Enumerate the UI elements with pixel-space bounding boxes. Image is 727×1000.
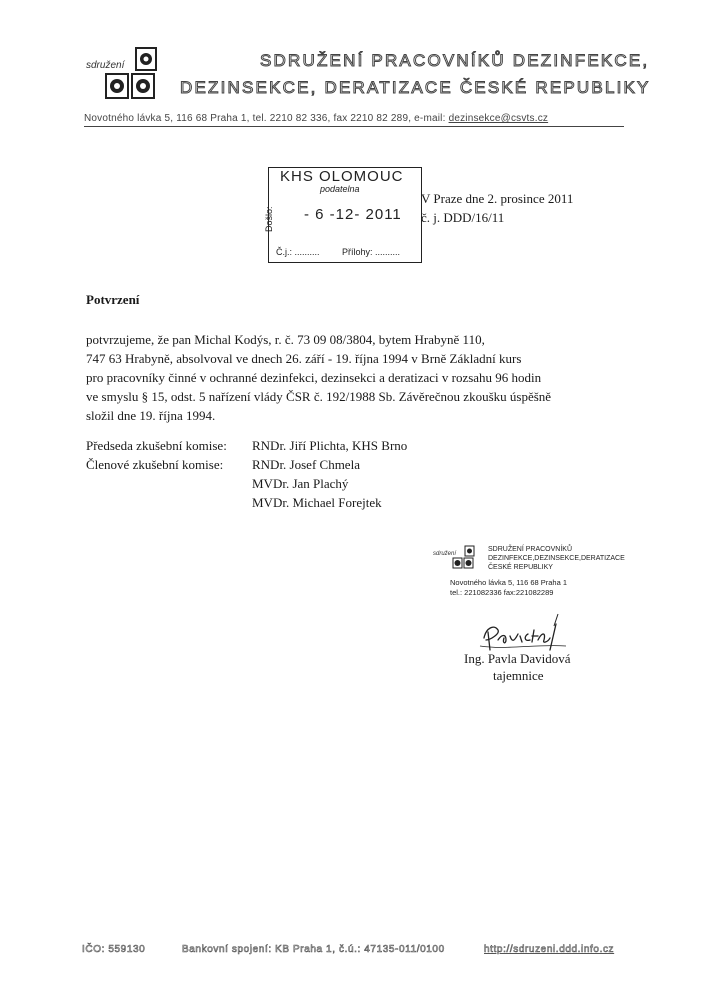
organization-logo [100, 46, 160, 102]
small-stamp-phone: tel.: 221082336 fax:221082289 [450, 588, 554, 597]
body-line: pro pracovníky činné v ochranné dezinfekci, dezinsekci a deratizaci v rozsahu 96 hodin [86, 370, 542, 385]
member-name: RNDr. Josef Chmela [252, 457, 360, 472]
logo-word: sdružení [86, 60, 125, 71]
small-stamp-logo [450, 545, 476, 569]
letter-date: V Praze dne 2. prosince 2011 [421, 191, 574, 206]
chair-label: Předseda zkušební komise: [86, 438, 227, 453]
small-stamp-org [488, 545, 625, 572]
stamp-reference: Č.j.: .......... [276, 247, 320, 257]
small-stamp-contact [450, 578, 567, 598]
small-stamp-logo-word: sdružení [433, 551, 457, 557]
body-line: složil dne 19. října 1994. [86, 408, 216, 423]
member-name: MVDr. Jan Plachý [252, 476, 349, 491]
stamp-attachments: Přílohy: .......... [342, 247, 401, 257]
signatory-name: Ing. Pavla Davidová [464, 651, 571, 666]
stamp-title: KHS OLOMOUC [280, 168, 404, 185]
document-heading: Potvrzení [86, 292, 140, 307]
contact-line [84, 113, 624, 127]
stamp-side-label: Došlo: [264, 206, 274, 232]
members-label: Členové zkušební komise: [86, 457, 224, 472]
small-stamp-line: SDRUŽENÍ PRACOVNÍKŮ [488, 546, 573, 553]
handwritten-signature [476, 610, 576, 656]
letter-reference: č. j. DDD/16/11 [421, 210, 505, 225]
small-stamp-line: DEZINFEKCE,DEZINSEKCE,DERATIZACE [488, 555, 625, 562]
footer-web-link[interactable]: http://sdruzeni.ddd.info.cz [484, 944, 615, 955]
stamp-subtitle: podatelna [320, 184, 360, 194]
small-stamp-address: Novotného lávka 5, 116 68 Praha 1 [450, 578, 568, 587]
small-stamp-line: ČESKÉ REPUBLIKY [488, 564, 553, 571]
contact-email: dezinsekce@csvts.cz [448, 113, 549, 124]
body-text [86, 330, 626, 425]
member-name: MVDr. Michael Forejtek [252, 495, 382, 510]
contact-address: Novotného lávka 5, 116 68 Praha 1, tel. 2210 82 336, fax 2210 82 289, e-mail: [84, 113, 446, 124]
body-line: potvrzujeme, že pan Michal Kodýs, r. č. 73 09 08/3804, bytem Hrabyně 110, [86, 332, 485, 347]
footer-ico: IČO: 559130 [82, 944, 146, 955]
body-line: ve smyslu § 15, odst. 5 nařízení vlády ČSR č. 192/1988 Sb. Závěrečnou zkoušku úspěšně [86, 389, 552, 404]
stamp-date: - 6 -12- 2011 [304, 206, 402, 223]
footer-bank: Bankovní spojení: KB Praha 1, č.ú.: 47135-011/0100 [182, 944, 445, 955]
chair-name: RNDr. Jiří Plichta, KHS Brno [252, 438, 408, 453]
org-name-line2: DEZINSEKCE, DERATIZACE ČESKÉ REPUBLIKY [180, 78, 651, 97]
body-line: 747 63 Hrabyně, absolvoval ve dnech 26. září - 19. října 1994 v Brně Základní kurs [86, 351, 522, 366]
org-name-line1: SDRUŽENÍ PRACOVNÍKŮ DEZINFEKCE, [260, 51, 650, 70]
signatory-role: tajemnice [493, 668, 544, 683]
